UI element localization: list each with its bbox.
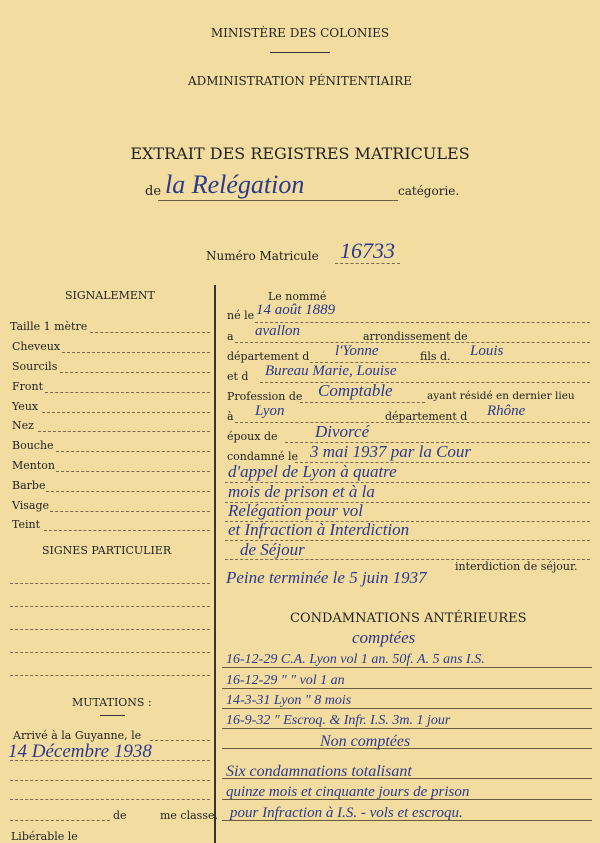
etde-value: Bureau Marie, Louise: [265, 363, 397, 379]
line: [10, 760, 210, 761]
line: [10, 629, 210, 630]
line: [295, 462, 590, 463]
line: [235, 342, 590, 343]
field-menton: Menton: [12, 459, 55, 472]
condamnation-line: et Infraction à Interdiction: [228, 520, 410, 539]
line: [222, 728, 592, 729]
category-line: [158, 200, 398, 201]
line: [150, 740, 210, 741]
field-bouche: Bouche: [12, 439, 54, 452]
de-label: de: [113, 809, 127, 822]
residence-value: Lyon: [255, 403, 285, 419]
line: [44, 530, 210, 531]
etde-label: et d: [227, 370, 249, 383]
ministry-heading: MINISTÈRE DES COLONIES: [210, 26, 390, 40]
line: [90, 332, 210, 333]
line: [222, 748, 592, 749]
line: [225, 502, 590, 503]
line: [300, 402, 425, 403]
matricule-line: [335, 263, 400, 264]
line: [50, 511, 210, 512]
departement-value: l'Yonne: [335, 343, 379, 359]
line: [255, 322, 590, 323]
fils-label: fils d.: [420, 350, 451, 363]
record-row: 14-3-31 Lyon " 8 mois: [226, 693, 352, 708]
field-teint: Teint: [12, 518, 41, 531]
line: [10, 780, 210, 781]
line: [10, 606, 210, 607]
nomme-label: Le nommé: [268, 290, 327, 303]
line: [45, 392, 210, 393]
condamnation-line: Relégation pour vol: [228, 501, 364, 520]
line: [10, 799, 210, 800]
condamnation-line: mois de prison et à la: [228, 482, 375, 501]
condamnation-line: 3 mai 1937 par la Cour: [310, 442, 472, 461]
line: [42, 412, 210, 413]
summary-line: pour Infraction à I.S. - vols et escroqu.: [230, 805, 463, 821]
line: [222, 708, 592, 709]
epoux-label: époux de: [227, 430, 278, 443]
line: [222, 820, 592, 821]
matricule-label: Numéro Matricule: [206, 249, 319, 263]
line: [225, 482, 590, 483]
administration-heading: ADMINISTRATION PÉNITENTIAIRE: [187, 74, 412, 88]
profession-value: Comptable: [318, 381, 393, 400]
field-taille: Taille 1 mètre: [10, 320, 88, 333]
arrondissement-label: arrondissement de: [363, 330, 468, 343]
departement2-label: département d: [385, 410, 468, 423]
arrive-label: Arrivé à la Guyanne, le: [13, 729, 142, 742]
line: [285, 442, 590, 443]
interdiction-label: interdiction de séjour.: [455, 560, 578, 573]
line: [56, 471, 210, 472]
fils-value: Louis: [470, 343, 504, 359]
line: [10, 820, 110, 821]
signes-title: SIGNES PARTICULIER: [42, 544, 172, 557]
signalement-title: SIGNALEMENT: [65, 289, 155, 302]
a-label: a: [227, 330, 234, 343]
line: [222, 778, 592, 779]
line: [10, 583, 210, 584]
field-sourcils: Sourcils: [12, 360, 58, 373]
matricule-value: 16733: [340, 238, 395, 263]
category-prefix: de: [145, 184, 162, 199]
category-suffix: catégorie.: [398, 184, 460, 198]
ne-label: né le: [227, 309, 255, 322]
field-nez: Nez: [12, 419, 34, 432]
document-title: EXTRAIT DES REGISTRES MATRICULES: [130, 144, 470, 163]
line: [38, 431, 210, 432]
liberable-label: Libérable le: [11, 830, 78, 843]
residence-a-label: à: [227, 410, 234, 423]
summary-line: Six condamnations totalisant: [226, 763, 412, 780]
summary-line: quinze mois et cinquante jours de prison: [226, 784, 470, 800]
line: [225, 540, 590, 541]
classe-label: me classe.: [160, 809, 218, 822]
peine-value: Peine terminée le 5 juin 1937: [226, 568, 427, 587]
line: [225, 559, 590, 560]
anterieures-title: CONDAMNATIONS ANTÉRIEURES: [290, 611, 527, 626]
condamnation-line: d'appel de Lyon à quatre: [228, 462, 397, 481]
line: [222, 799, 592, 800]
a-value: avallon: [255, 323, 300, 339]
comptees-heading: comptées: [352, 628, 416, 647]
line: [56, 451, 210, 452]
field-visage: Visage: [12, 499, 50, 512]
field-cheveux: Cheveux: [12, 340, 61, 353]
field-yeux: Yeux: [12, 400, 39, 413]
record-row: 16-9-32 " Escroq. & Infr. I.S. 3m. 1 jour: [226, 713, 451, 728]
line: [10, 675, 210, 676]
ne-value: 14 août 1889: [256, 302, 336, 318]
line: [62, 352, 210, 353]
departement-label: département d: [227, 350, 310, 363]
line: [310, 362, 590, 363]
divider: [100, 715, 125, 716]
field-barbe: Barbe: [12, 479, 46, 492]
line: [235, 422, 590, 423]
line: [10, 652, 210, 653]
departement2-value: Rhône: [487, 403, 526, 419]
epoux-value: Divorcé: [315, 422, 370, 441]
record-row: 16-12-29 " " vol 1 an: [226, 673, 345, 688]
column-divider: [214, 285, 216, 843]
mutations-title: MUTATIONS :: [72, 696, 152, 709]
line: [225, 521, 590, 522]
line: [222, 688, 592, 689]
condamne-label: condamné le: [227, 450, 299, 463]
residence-label: ayant résidé en dernier lieu: [427, 390, 575, 402]
line: [222, 667, 592, 668]
category-value: la Relégation: [165, 170, 305, 199]
profession-label: Profession de: [227, 390, 303, 403]
line: [46, 491, 210, 492]
non-comptees-heading: Non comptées: [320, 733, 411, 750]
divider: [270, 52, 330, 53]
field-front: Front: [12, 380, 44, 393]
line: [260, 382, 590, 383]
line: [60, 372, 210, 373]
arrive-value: 14 Décembre 1938: [8, 741, 152, 762]
condamnation-line: de Séjour: [240, 540, 305, 559]
record-row: 16-12-29 C.A. Lyon vol 1 an. 50f. A. 5 ans I.S.: [226, 652, 485, 667]
